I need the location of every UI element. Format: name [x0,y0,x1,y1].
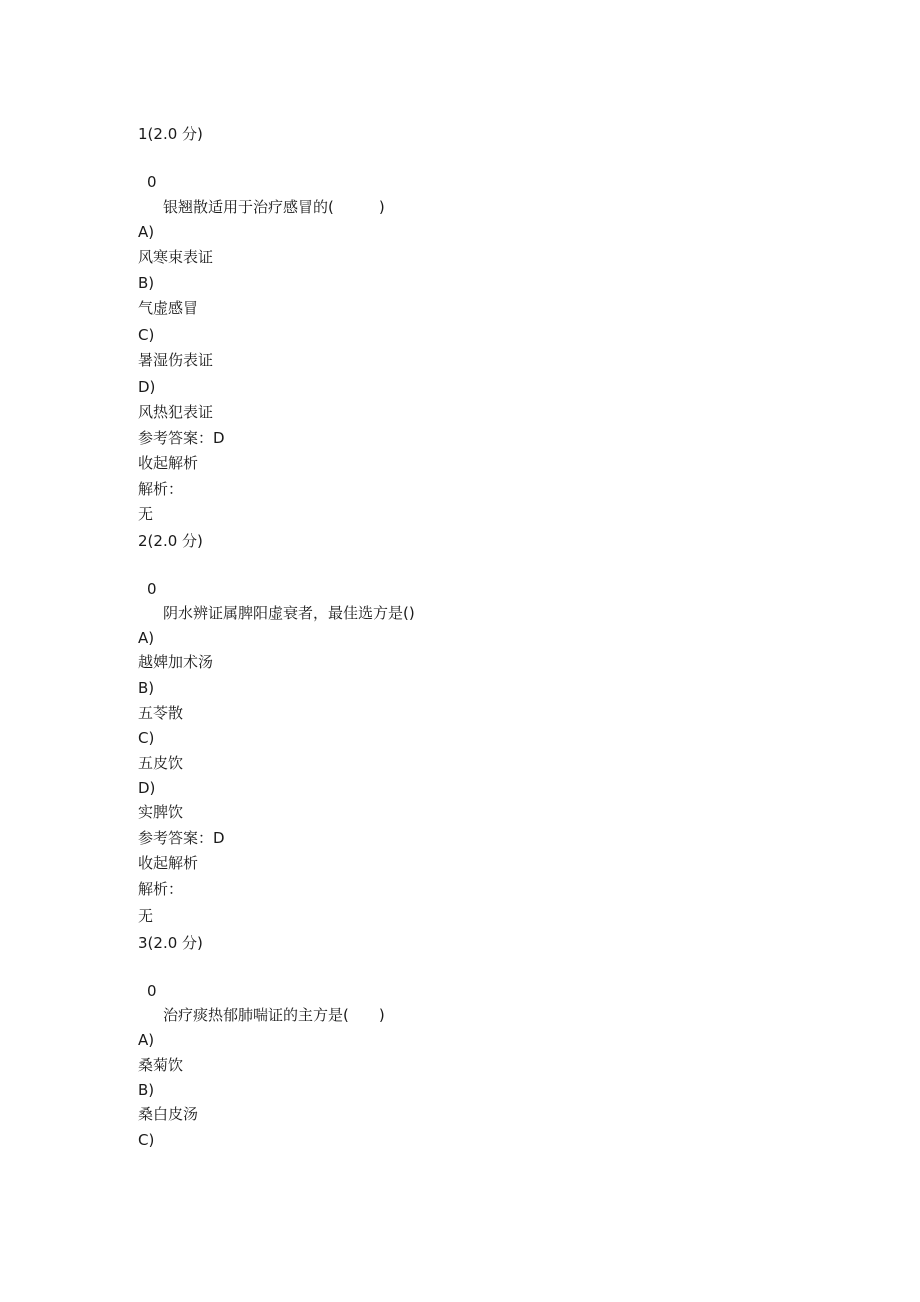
question-1-collapse-link[interactable]: 收起解析 [138,454,199,472]
question-2-score: 0 [147,580,157,598]
question-3-option-a-text: 桑菊饮 [138,1056,184,1074]
question-2-header: 2(2.0 分) [138,532,203,550]
question-1-option-a-text: 风寒束表证 [138,248,214,266]
question-2-option-b-label: B) [138,679,155,697]
question-2-collapse-link[interactable]: 收起解析 [138,854,199,872]
question-1-option-c-label: C) [138,326,155,344]
question-1-option-c-text: 暑湿伤表证 [138,351,214,369]
question-1-option-d-text: 风热犯表证 [138,403,214,421]
question-3-option-b-text: 桑白皮汤 [138,1105,199,1123]
question-2-option-a-label: A) [138,629,155,647]
question-3-header: 3(2.0 分) [138,934,203,952]
question-2-option-a-text: 越婢加术汤 [138,653,214,671]
question-1-option-b-text: 气虚感冒 [138,299,199,317]
question-2-analysis: 无 [138,907,154,925]
question-1-score: 0 [147,173,157,191]
question-2-option-d-label: D) [138,779,156,797]
question-1-analysis: 无 [138,505,154,523]
question-3-option-a-label: A) [138,1031,155,1049]
question-1-header: 1(2.0 分) [138,125,203,143]
question-1-option-a-label: A) [138,223,155,241]
question-2-option-c-text: 五皮饮 [138,754,184,772]
question-1-stem: 银翘散适用于治疗感冒的( ) [163,198,385,216]
question-3-option-b-label: B) [138,1081,155,1099]
question-1-analysis-label: 解析： [138,480,184,498]
question-3-score: 0 [147,982,157,1000]
question-2-option-c-label: C) [138,729,155,747]
question-1-option-b-label: B) [138,274,155,292]
question-3-option-c-label: C) [138,1131,155,1149]
question-2-analysis-label: 解析： [138,880,184,898]
question-3-stem: 治疗痰热郁肺喘证的主方是( ) [163,1006,385,1024]
question-2-option-b-text: 五苓散 [138,704,184,722]
question-2-answer: 参考答案：D [138,829,225,847]
question-2-option-d-text: 实脾饮 [138,803,184,821]
question-1-answer: 参考答案：D [138,429,225,447]
question-2-stem: 阴水辨证属脾阳虚衰者，最佳选方是() [163,604,415,622]
question-1-option-d-label: D) [138,378,156,396]
